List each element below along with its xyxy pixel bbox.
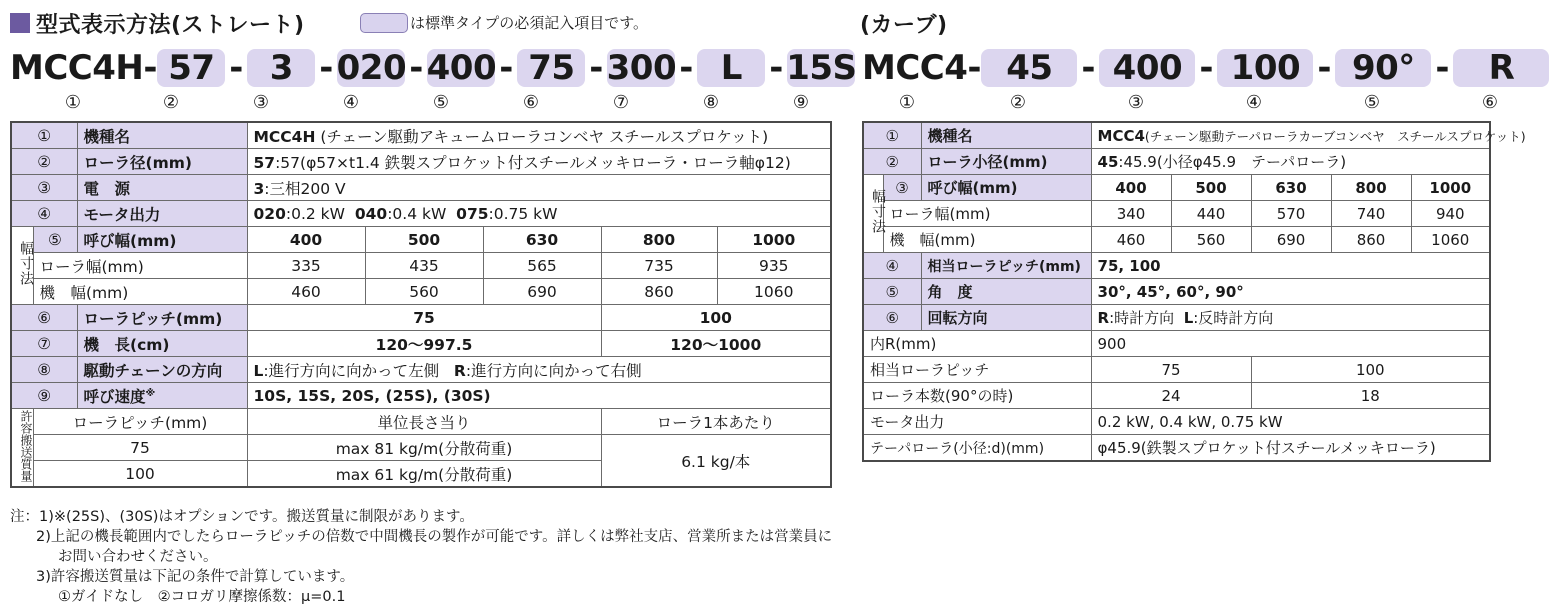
table-row: ④ 相当ローラピッチ(mm) 75, 100 (863, 253, 1490, 279)
right-model-name: MCC4 (862, 48, 968, 88)
table-row: ② ローラ小径(mm) 45:45.9(小径φ45.9 テーパローラ) (863, 149, 1490, 175)
left-num-4: ④ (342, 92, 360, 113)
table-row: ⑤ 角 度 30°, 45°, 60°, 90° (863, 279, 1490, 305)
left-num-5: ⑤ (432, 92, 450, 113)
table-row: 内R(mm) 900 (863, 331, 1490, 357)
table-row: ④ モータ出力 020:0.2 kW 040:0.4 kW 075:0.75 kW (11, 201, 831, 227)
legend-swatch (360, 13, 408, 33)
left-num-3: ③ (252, 92, 270, 113)
left-model-name: MCC4H (10, 48, 144, 88)
left-seg-9: 15S (786, 48, 857, 88)
right-seg-3: 400 (1099, 49, 1195, 87)
note-2-cont: お問い合わせください。 (58, 549, 218, 565)
table-row: 機 幅(mm) 460 560 690 860 1060 (863, 227, 1490, 253)
left-seg-3: 3 (247, 49, 315, 87)
table-row: ⑧ 駆動チェーンの方向 L:進行方向に向かって左側 R:進行方向に向かって右側 (11, 357, 831, 383)
table-row: ① 機種名 MCC4H (チェーン駆動アキュームローラコンベヤ スチールスプロケット) (11, 122, 831, 149)
left-num-2: ② (162, 92, 180, 113)
left-num-8: ⑧ (702, 92, 720, 113)
note-2: 2)上記の機長範囲内でしたらローラピッチの倍数で中間機長の製作が可能です。詳しくは弊社支店、営業所または営業員に (36, 529, 833, 545)
table-row: ② ローラ径(mm) 57:57(φ57×t1.4 鉄製スプロケット付スチールメッキローラ・ローラ軸φ12) (11, 149, 831, 175)
right-num-5: ⑤ (1363, 92, 1381, 113)
table-row: ⑥ ローラピッチ(mm) 75 100 (11, 305, 831, 331)
right-num-6: ⑥ (1481, 92, 1499, 113)
left-num-7: ⑦ (612, 92, 630, 113)
left-seg-5: 400 (426, 48, 497, 88)
note-3-cont: ①ガイドなし ②コロガリ摩擦係数：μ=0.1 (58, 589, 346, 605)
right-num-1: ① (898, 92, 916, 113)
table-row: 75 max 81 kg/m(分散荷重) 6.1 kg/本 (11, 435, 831, 461)
left-num-6: ⑥ (522, 92, 540, 113)
heading-square-icon (10, 13, 30, 33)
table-row: ③ 電 源 3:三相200 V (11, 175, 831, 201)
left-seg-4: 020 (336, 48, 407, 88)
table-row: 許容搬送質量 ローラピッチ(mm) 単位長さ当り ローラ1本あたり (11, 409, 831, 435)
notes (10, 507, 832, 607)
table-row: ローラ幅(mm) 340 440 570 740 940 (863, 201, 1490, 227)
right-model-code: MCC4 - 45 - 400 - 100 - 90° - R (862, 48, 1549, 88)
table-row: 相当ローラピッチ 75 100 (863, 357, 1490, 383)
table-row: 幅寸法 ③ 呼び幅(mm) 400 500 630 800 1000 (863, 175, 1490, 201)
table-row: モータ出力 0.2 kW, 0.4 kW, 0.75 kW (863, 409, 1490, 435)
left-seg-2: 57 (157, 49, 225, 87)
right-spec-table (862, 121, 1526, 462)
left-model-code: MCC4H - 57 - 3 - 020 - 400 - 75 - 300 - L - 15S (10, 48, 857, 88)
left-spec-table (10, 121, 832, 488)
left-seg-7: 300 (606, 48, 677, 88)
right-seg-5: 90° (1335, 49, 1431, 87)
left-seg-6: 75 (517, 49, 585, 87)
side-label-load: 許容搬送質量 (19, 409, 33, 482)
note-1: 注：1)※(25S)、(30S)はオプションです。搬送質量に制限があります。 (10, 509, 474, 525)
table-row: 100 max 61 kg/m(分散荷重) (11, 461, 831, 488)
table-row: ローラ本数(90°の時) 24 18 (863, 383, 1490, 409)
table-row: ⑥ 回転方向 R:時計方向 L:反時計方向 (863, 305, 1490, 331)
side-label-width: 幅寸法 (18, 241, 34, 286)
table-row: 機 幅(mm) 460 560 690 860 1060 (11, 279, 831, 305)
left-num-9: ⑨ (792, 92, 810, 113)
table-row: ① 機種名 MCC4(チェーン駆動テーパローラカーブコンベヤ スチールスプロケット) (863, 122, 1490, 149)
right-num-2: ② (1009, 92, 1027, 113)
note-3: 3)許容搬送質量は下記の条件で計算しています。 (36, 569, 355, 585)
right-seg-4: 100 (1217, 49, 1313, 87)
legend-text: は標準タイプの必須記入項目です。 (410, 14, 649, 32)
left-num-1: ① (64, 92, 82, 113)
right-heading: (カーブ) (860, 13, 948, 38)
right-num-4: ④ (1245, 92, 1263, 113)
left-seg-8: L (697, 49, 765, 87)
table-row: テーパローラ(小径:d)(mm) φ45.9(鉄製スプロケット付スチールメッキローラ) (863, 435, 1490, 462)
left-heading: 型式表示方法(ストレート) (36, 13, 305, 38)
table-row: ⑨ 呼び速度※ 10S, 15S, 20S, (25S), (30S) (11, 383, 831, 409)
table-row: ⑦ 機 長(cm) 120～997.5 120～1000 (11, 331, 831, 357)
right-side-label-width: 幅寸法 (870, 189, 886, 234)
table-row: 幅寸法 ⑤ 呼び幅(mm) 400 500 630 800 1000 (11, 227, 831, 253)
right-seg-6: R (1453, 49, 1549, 87)
table-row: ローラ幅(mm) 335 435 565 735 935 (11, 253, 831, 279)
right-seg-2: 45 (981, 49, 1077, 87)
right-num-3: ③ (1127, 92, 1145, 113)
